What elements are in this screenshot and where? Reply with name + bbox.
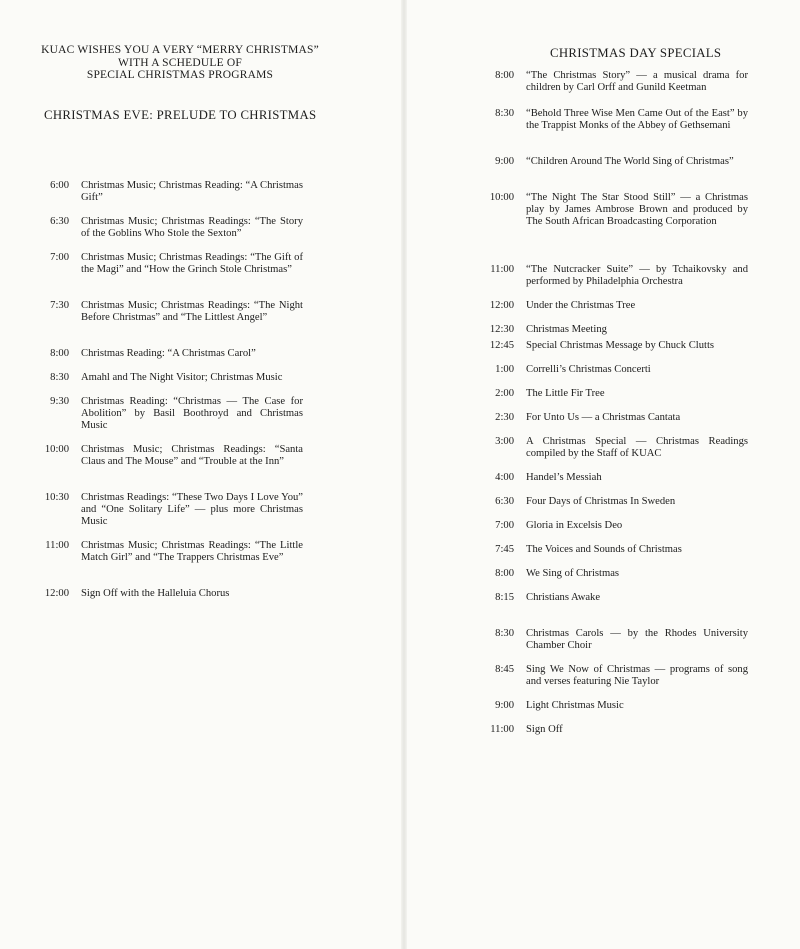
program-time: 4:00 [495, 472, 514, 483]
program-time: 3:00 [495, 436, 514, 447]
christmas-day-entry [480, 544, 748, 556]
christmas-day-entry [480, 364, 748, 376]
christmas-day-entry [480, 496, 748, 508]
program-description: Christmas Music; Christmas Readings: “The Little Match Girl” and “The Trappers Christmas Eve” [81, 540, 303, 563]
christmas-day-entry [480, 108, 748, 132]
program-description: Christmas Music; Christmas Reading: “A Christmas Gift” [81, 180, 303, 203]
program-description: Sign Off with the Halleluia Chorus [81, 588, 230, 599]
program-description: Light Christmas Music [526, 700, 624, 711]
program-time: 11:00 [490, 724, 514, 735]
program-time: 9:30 [50, 396, 69, 407]
christmas-eve-entry [36, 252, 303, 276]
program-time: 12:45 [489, 340, 514, 351]
program-description: Correlli’s Christmas Concerti [526, 364, 651, 375]
right-page [404, 0, 800, 949]
christmas-day-entry [480, 192, 748, 228]
program-time: 10:00 [489, 192, 514, 203]
christmas-day-entry [480, 664, 748, 688]
christmas-eve-entry [36, 492, 303, 528]
program-description: For Unto Us — a Christmas Cantata [526, 412, 681, 423]
christmas-day-entry [480, 264, 748, 288]
christmas-day-entry [480, 324, 748, 336]
christmas-eve-entry [36, 540, 303, 564]
program-time: 12:00 [44, 588, 69, 599]
program-description: Christmas Music; Christmas Readings: “The Night Before Christmas” and “The Littlest Angel” [81, 300, 303, 323]
program-description: “The Night The Star Stood Still” — a Christmas play by James Ambrose Brown and produced by The South African Broadcasting Corporation [526, 192, 748, 227]
christmas-day-entry [480, 700, 748, 712]
christmas-eve-entry [36, 372, 303, 384]
program-time: 6:00 [50, 180, 69, 191]
christmas-eve-entry [36, 300, 303, 324]
program-description: Christmas Readings: “These Two Days I Love You” and “One Solitary Life” — plus more Christmas Music [81, 492, 303, 527]
program-time: 11:00 [490, 264, 514, 275]
program-time: 2:30 [495, 412, 514, 423]
program-description: The Little Fir Tree [526, 388, 605, 399]
christmas-day-entry [480, 156, 748, 168]
program-description: Sign Off [526, 724, 563, 735]
program-time: 6:30 [50, 216, 69, 227]
program-time: 8:30 [495, 108, 514, 119]
christmas-eve-entry [36, 444, 303, 468]
program-description: “Children Around The World Sing of Christmas” [526, 156, 734, 167]
program-time: 7:00 [50, 252, 69, 263]
christmas-day-entry [480, 472, 748, 484]
program-description: “The Christmas Story” — a musical drama for children by Carl Orff and Gunild Keetman [526, 70, 748, 93]
program-description: Under the Christmas Tree [526, 300, 636, 311]
christmas-eve-entry [36, 180, 303, 204]
program-time: 10:30 [44, 492, 69, 503]
christmas-eve-entry [36, 396, 303, 432]
program-time: 8:30 [50, 372, 69, 383]
program-time: 8:15 [495, 592, 514, 603]
christmas-day-entry [480, 628, 748, 652]
program-time: 12:30 [489, 324, 514, 335]
program-time: 10:00 [44, 444, 69, 455]
program-description: Christmas Meeting [526, 324, 607, 335]
program-description: Christmas Carols — by the Rhodes University Chamber Choir [526, 628, 748, 651]
christmas-eve-entry [36, 216, 303, 240]
program-time: 1:00 [495, 364, 514, 375]
program-description: Christmas Music; Christmas Readings: “The Gift of the Magi” and “How the Grinch Stole Christmas” [81, 252, 303, 275]
program-description: Christmas Reading: “Christmas — The Case for Abolition” by Basil Boothroyd and Christmas Music [81, 396, 303, 431]
program-time: 9:00 [495, 700, 514, 711]
program-time: 2:00 [495, 388, 514, 399]
program-description: Amahl and The Night Visitor; Christmas Music [81, 372, 283, 383]
christmas-day-entry [480, 724, 748, 736]
program-description: A Christmas Special — Christmas Readings compiled by the Staff of KUAC [526, 436, 748, 459]
christmas-day-title: CHRISTMAS DAY SPECIALS [550, 46, 722, 60]
christmas-day-entry [480, 70, 748, 94]
program-description: “Behold Three Wise Men Came Out of the East” by the Trappist Monks of the Abbey of Gethsemani [526, 108, 748, 131]
christmas-eve-entry [36, 348, 303, 360]
christmas-day-entry [480, 412, 748, 424]
program-time: 7:00 [495, 520, 514, 531]
program-description: Christmas Music; Christmas Readings: “The Story of the Goblins Who Stole the Sexton” [81, 216, 303, 239]
program-time: 8:00 [495, 568, 514, 579]
program-description: Sing We Now of Christmas — programs of song and verses featuring Nie Taylor [526, 664, 748, 687]
christmas-day-entry [480, 300, 748, 312]
christmas-day-entry [480, 568, 748, 580]
program-time: 7:45 [495, 544, 514, 555]
christmas-eve-entry [36, 588, 303, 600]
program-description: Handel’s Messiah [526, 472, 602, 483]
program-description: We Sing of Christmas [526, 568, 620, 579]
program-time: 11:00 [45, 540, 69, 551]
program-time: 12:00 [489, 300, 514, 311]
program-description: Special Christmas Message by Chuck Clutts [526, 340, 715, 351]
christmas-day-entry [480, 340, 748, 352]
program-time: 9:00 [495, 156, 514, 167]
christmas-day-entry [480, 436, 748, 460]
christmas-day-entry [480, 592, 748, 604]
intro-heading [30, 44, 330, 82]
program-description: Christmas Reading: “A Christmas Carol” [81, 348, 256, 359]
program-time: 7:30 [50, 300, 69, 311]
program-description: The Voices and Sounds of Christmas [526, 544, 682, 555]
program-time: 8:00 [50, 348, 69, 359]
program-description: Gloria in Excelsis Deo [526, 520, 623, 531]
program-description: Four Days of Christmas In Sweden [526, 496, 676, 507]
intro-line-1: KUAC WISHES YOU A VERY “MERRY CHRISTMAS” [41, 44, 319, 56]
program-time: 8:30 [495, 628, 514, 639]
intro-line-2: WITH A SCHEDULE OF [117, 56, 243, 69]
program-description: Christmas Music; Christmas Readings: “Santa Claus and The Mouse” and “Trouble at the Inn” [81, 444, 303, 467]
program-description: Christians Awake [526, 592, 601, 603]
christmas-day-entry [480, 520, 748, 532]
program-time: 6:30 [495, 496, 514, 507]
program-time: 8:00 [495, 70, 514, 81]
program-description: “The Nutcracker Suite” — by Tchaikovsky and performed by Philadelphia Orchestra [526, 264, 748, 287]
christmas-day-entry [480, 388, 748, 400]
program-time: 8:45 [495, 664, 514, 675]
intro-line-3: SPECIAL CHRISTMAS PROGRAMS [86, 69, 274, 81]
christmas-eve-title: CHRISTMAS EVE: PRELUDE TO CHRISTMAS [44, 108, 317, 122]
